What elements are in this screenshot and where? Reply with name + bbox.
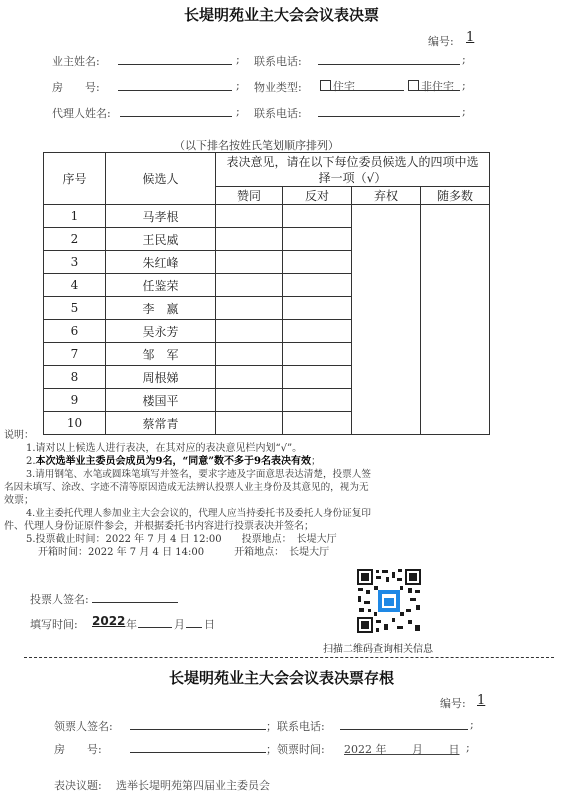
- stub-contact-field[interactable]: [340, 729, 468, 730]
- contact-field[interactable]: [318, 64, 460, 65]
- candidate-name: 楼国平: [106, 389, 216, 412]
- oppose-cell[interactable]: [283, 389, 352, 412]
- number-value: 1: [466, 30, 475, 45]
- agree-cell[interactable]: [216, 274, 283, 297]
- qr-code-icon: [356, 568, 422, 634]
- agree-cell[interactable]: [216, 297, 283, 320]
- voter-sign-field[interactable]: [92, 602, 178, 603]
- room-label: 房 号:: [52, 81, 100, 94]
- oppose-cell[interactable]: [283, 205, 352, 228]
- header-oppose: 反对: [283, 187, 352, 205]
- row-number: 1: [44, 205, 106, 228]
- row-number: 7: [44, 343, 106, 366]
- residential-underline: [320, 90, 404, 91]
- agree-cell[interactable]: [216, 205, 283, 228]
- note-2: [26, 455, 321, 468]
- candidate-name: 任鉴荣: [106, 274, 216, 297]
- proxy-name-label: 代理人姓名:: [52, 107, 111, 120]
- property-type-label: 物业类型:: [254, 81, 302, 94]
- stub-room-field[interactable]: [130, 752, 266, 753]
- header-opinion: 表决意见，请在以下每位委员候选人的四项中选择一项（√）: [216, 153, 490, 187]
- note-3b: 名因未填写、涂改、字迹不清等原因造成无法辨认投票人业主身份及其意见的，视为无: [4, 482, 369, 493]
- residential-option[interactable]: [320, 78, 355, 94]
- receive-time-value: 2022 年 月 日: [344, 743, 460, 756]
- oppose-cell[interactable]: [283, 320, 352, 343]
- contact-label: 联系电话:: [254, 55, 302, 68]
- note-2-emphasis: 本次选举业主委员会成员为9名，“同意”数不多于9名表决有效: [35, 456, 311, 467]
- row-number: 8: [44, 366, 106, 389]
- agree-cell[interactable]: [216, 389, 283, 412]
- row-number: 6: [44, 320, 106, 343]
- row-number: 9: [44, 389, 106, 412]
- row-number: 3: [44, 251, 106, 274]
- motion-label: 表决议题:: [54, 779, 102, 792]
- header-candidate: 候选人: [106, 153, 216, 205]
- fill-time-label: 填写时间:: [30, 618, 78, 631]
- proxy-contact-field[interactable]: [318, 116, 460, 117]
- owner-name-label: 业主姓名:: [52, 55, 100, 68]
- fill-month-field[interactable]: [138, 627, 172, 628]
- agree-cell[interactable]: [216, 251, 283, 274]
- motion-value: 选举长堤明苑第四届业主委员会: [116, 779, 270, 792]
- separator: ;: [470, 718, 474, 731]
- non-residential-label: 非住宅: [421, 80, 454, 93]
- note-3c: 效票；: [4, 495, 34, 506]
- abstain-cell[interactable]: [352, 205, 421, 435]
- proxy-name-field[interactable]: [120, 116, 232, 117]
- note-2-number: 2.: [26, 456, 36, 467]
- candidate-name: 邹 军: [106, 343, 216, 366]
- note-4a: 4.业主委托代理人参加业主大会会议的，代理人应当持委托书及委托人身份证复印: [26, 508, 371, 519]
- agree-cell[interactable]: [216, 228, 283, 251]
- non-residential-option[interactable]: [408, 78, 454, 94]
- oppose-cell[interactable]: [283, 274, 352, 297]
- stub-number-label: 编号:: [440, 697, 466, 710]
- oppose-cell[interactable]: [283, 366, 352, 389]
- agree-cell[interactable]: [216, 343, 283, 366]
- stub-title: 长堤明苑业主大会会议表决票存根: [168, 669, 394, 687]
- residential-label: 住宅: [333, 80, 355, 93]
- receiver-sign-label: 领票人签名:: [54, 720, 113, 733]
- page-title: 长堤明苑业主大会会议表决票: [183, 6, 379, 24]
- note-1: 1.请对以上候选人进行表决，在其对应的表决意见栏内划“√”。: [26, 443, 303, 454]
- notes-heading: 说明：: [4, 430, 34, 441]
- row-number: 2: [44, 228, 106, 251]
- fill-day-field[interactable]: [186, 627, 202, 628]
- stub-number-value: 1: [477, 693, 486, 708]
- agree-cell[interactable]: [216, 412, 283, 435]
- separator: ;: [236, 79, 240, 92]
- oppose-cell[interactable]: [283, 343, 352, 366]
- separator: ;: [236, 105, 240, 118]
- header-agree: 赞同: [216, 187, 283, 205]
- candidate-name: 马孝根: [106, 205, 216, 228]
- header-abstain: 弃权: [352, 187, 421, 205]
- separator: ;: [466, 741, 470, 754]
- separator: ;: [462, 53, 466, 66]
- oppose-cell[interactable]: [283, 228, 352, 251]
- candidate-name: 吴永芳: [106, 320, 216, 343]
- fill-year: 2022: [92, 614, 126, 628]
- separator: ;: [462, 79, 466, 92]
- month-unit: 月: [174, 618, 185, 631]
- stub-room-label: 房 号:: [54, 743, 102, 756]
- oppose-cell[interactable]: [283, 251, 352, 274]
- proxy-contact-label: 联系电话:: [254, 107, 302, 120]
- note-2-end: ；: [310, 456, 321, 467]
- candidate-name: 李 嬴: [106, 297, 216, 320]
- oppose-cell[interactable]: [283, 412, 352, 435]
- ballot-table: [43, 152, 490, 435]
- agree-cell[interactable]: [216, 366, 283, 389]
- voter-sign-label: 投票人签名:: [30, 593, 89, 606]
- number-label: 编号:: [428, 35, 454, 48]
- candidate-name: 朱红峰: [106, 251, 216, 274]
- qr-caption: 扫描二维码查询相关信息: [323, 644, 433, 655]
- follow-majority-cell[interactable]: [421, 205, 490, 435]
- separator: ;: [462, 105, 466, 118]
- note-4b: 件、代理人身份证原件参会，并根据委托书内容进行投票表决并签名；: [4, 521, 314, 532]
- note-3a: 3.请用钢笔、水笔或圆珠笔填写并签名，要求字迹及字面意思表达清楚，投票人签: [26, 469, 371, 480]
- cut-line: [24, 657, 554, 658]
- year-unit: 年: [126, 618, 137, 631]
- owner-name-field[interactable]: [118, 64, 232, 65]
- header-seq: 序号: [44, 153, 106, 205]
- note-5a: 5.投票截止时间：2022 年 7 月 4 日 12:00 投票地点： 长堤大厅: [26, 534, 337, 545]
- candidate-name: 周根娣: [106, 366, 216, 389]
- candidate-name: 王民威: [106, 228, 216, 251]
- oppose-cell[interactable]: [283, 297, 352, 320]
- note-5b: 开箱时间：2022 年 7 月 4 日 14:00 开箱地点： 长堤大厅: [38, 547, 330, 558]
- row-number: 10: [44, 412, 106, 435]
- receive-time-label: ；领票时间:: [266, 743, 325, 756]
- candidate-name: 蔡常青: [106, 412, 216, 435]
- row-number: 5: [44, 297, 106, 320]
- room-field[interactable]: [118, 90, 232, 91]
- separator: ;: [236, 53, 240, 66]
- receiver-sign-field[interactable]: [130, 729, 266, 730]
- table-caption: （以下排名按姓氏笔划顺序排列）: [174, 139, 339, 152]
- day-unit: 日: [204, 618, 215, 631]
- agree-cell[interactable]: [216, 320, 283, 343]
- table-row: [44, 205, 490, 228]
- header-follow: 随多数: [421, 187, 490, 205]
- non-residential-underline: [408, 90, 460, 91]
- row-number: 4: [44, 274, 106, 297]
- stub-contact-label: ；联系电话:: [266, 720, 325, 733]
